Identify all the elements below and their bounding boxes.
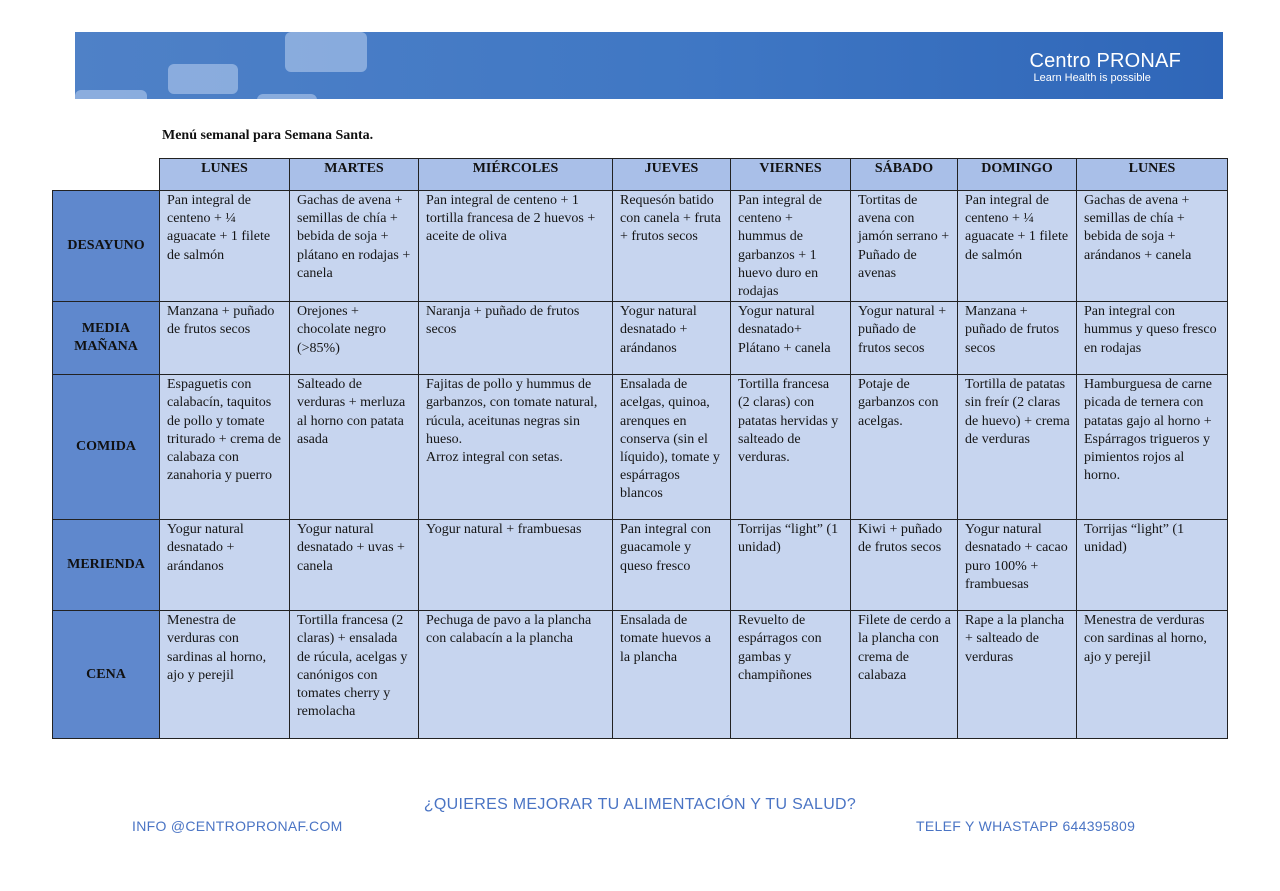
menu-cell: Pan integral de centeno + hummus de garbanzos + 1 huevo duro en rodajas bbox=[731, 191, 851, 302]
menu-cell: Ensalada de tomate huevos a la plancha bbox=[613, 611, 731, 739]
menu-cell: Menestra de verduras con sardinas al horno, ajo y perejil bbox=[1077, 611, 1228, 739]
meal-row bbox=[53, 375, 1228, 520]
menu-cell: Hamburguesa de carne picada de ternera con patatas gajo al horno + Espárragos trigueros y pimientos rojos al horno. bbox=[1077, 375, 1228, 520]
menu-cell: Filete de cerdo a la plancha con crema de calabaza bbox=[851, 611, 958, 739]
brand-tagline: Learn Health is possible bbox=[1033, 72, 1151, 84]
weekly-menu-table bbox=[52, 158, 1228, 739]
menu-cell: Pan integral de centeno + 1 tortilla francesa de 2 huevos + aceite de oliva bbox=[419, 191, 613, 302]
day-header: VIERNES bbox=[731, 159, 851, 191]
meal-label: DESAYUNO bbox=[53, 191, 160, 302]
menu-cell: Yogur natural desnatado + arándanos bbox=[160, 520, 290, 611]
decorative-shape bbox=[285, 32, 367, 72]
menu-cell: Pechuga de pavo a la plancha con calabacín a la plancha bbox=[419, 611, 613, 739]
footer-phone: TELEF Y WHASTAPP 644395809 bbox=[916, 818, 1136, 834]
menu-cell: Yogur natural + puñado de frutos secos bbox=[851, 302, 958, 375]
day-header: MARTES bbox=[290, 159, 419, 191]
menu-cell: Torrijas “light” (1 unidad) bbox=[731, 520, 851, 611]
day-header: DOMINGO bbox=[958, 159, 1077, 191]
day-header: LUNES bbox=[1077, 159, 1228, 191]
meal-row bbox=[53, 191, 1228, 302]
menu-cell: Gachas de avena + semillas de chía + bebida de soja + arándanos + canela bbox=[1077, 191, 1228, 302]
menu-cell: Tortilla francesa (2 claras) + ensalada de rúcula, acelgas y canónigos con tomates cherry y remolacha bbox=[290, 611, 419, 739]
day-header: LUNES bbox=[160, 159, 290, 191]
brand-name: Centro PRONAF bbox=[1029, 50, 1181, 72]
menu-cell: Pan integral con hummus y queso fresco en rodajas bbox=[1077, 302, 1228, 375]
header-banner bbox=[75, 32, 1223, 99]
menu-cell: Revuelto de espárragos con gambas y champiñones bbox=[731, 611, 851, 739]
footer-question: ¿QUIERES MEJORAR TU ALIMENTACIÓN Y TU SALUD? bbox=[423, 796, 857, 813]
menu-cell: Tortilla francesa (2 claras) con patatas hervidas y salteado de verduras. bbox=[731, 375, 851, 520]
meal-row bbox=[53, 520, 1228, 611]
brand-logo bbox=[1029, 50, 1181, 85]
corner-cell bbox=[53, 159, 160, 191]
menu-cell: Rape a la plancha + salteado de verduras bbox=[958, 611, 1077, 739]
menu-cell: Pan integral de centeno + ¼ aguacate + 1 filete de salmón bbox=[160, 191, 290, 302]
menu-cell: Gachas de avena + semillas de chía + bebida de soja + plátano en rodajas + canela bbox=[290, 191, 419, 302]
footer-email: INFO @CENTROPRONAF.COM bbox=[132, 818, 343, 834]
meal-label: MERIENDA bbox=[53, 520, 160, 611]
menu-cell: Pan integral con guacamole y queso fresco bbox=[613, 520, 731, 611]
day-header-row bbox=[53, 159, 1228, 191]
menu-cell: Orejones + chocolate negro (>85%) bbox=[290, 302, 419, 375]
menu-cell: Manzana + puñado de frutos secos bbox=[958, 302, 1077, 375]
menu-cell: Salteado de verduras + merluza al horno con patata asada bbox=[290, 375, 419, 520]
menu-cell: Naranja + puñado de frutos secos bbox=[419, 302, 613, 375]
menu-cell: Requesón batido con canela + fruta + frutos secos bbox=[613, 191, 731, 302]
meal-label: COMIDA bbox=[53, 375, 160, 520]
decorative-shape bbox=[257, 94, 317, 99]
menu-cell: Menestra de verduras con sardinas al horno, ajo y perejil bbox=[160, 611, 290, 739]
meal-row bbox=[53, 611, 1228, 739]
document-title: Menú semanal para Semana Santa. bbox=[162, 128, 374, 143]
menu-cell: Yogur natural desnatado + uvas + canela bbox=[290, 520, 419, 611]
menu-cell: Yogur natural desnatado + cacao puro 100% + frambuesas bbox=[958, 520, 1077, 611]
menu-cell: Yogur natural + frambuesas bbox=[419, 520, 613, 611]
meal-label: MEDIA MAÑANA bbox=[53, 302, 160, 375]
decorative-shape bbox=[168, 64, 238, 94]
menu-cell: Potaje de garbanzos con acelgas. bbox=[851, 375, 958, 520]
menu-cell: Fajitas de pollo y hummus de garbanzos, con tomate natural, rúcula, aceitunas negras sin hueso. Arroz integral con setas. bbox=[419, 375, 613, 520]
menu-cell: Espaguetis con calabacín, taquitos de pollo y tomate triturado + crema de calabaza con zanahoria y puerro bbox=[160, 375, 290, 520]
menu-cell: Pan integral de centeno + ¼ aguacate + 1 filete de salmón bbox=[958, 191, 1077, 302]
meal-row bbox=[53, 302, 1228, 375]
day-header: MIÉRCOLES bbox=[419, 159, 613, 191]
menu-cell: Kiwi + puñado de frutos secos bbox=[851, 520, 958, 611]
menu-cell: Yogur natural desnatado+ Plátano + canela bbox=[731, 302, 851, 375]
menu-cell: Tortilla de patatas sin freír (2 claras de huevo) + crema de verduras bbox=[958, 375, 1077, 520]
menu-cell: Tortitas de avena con jamón serrano + Puñado de avenas bbox=[851, 191, 958, 302]
day-header: JUEVES bbox=[613, 159, 731, 191]
menu-body bbox=[53, 191, 1228, 739]
day-header: SÁBADO bbox=[851, 159, 958, 191]
decorative-shape bbox=[75, 90, 147, 99]
menu-cell: Torrijas “light” (1 unidad) bbox=[1077, 520, 1228, 611]
menu-cell: Ensalada de acelgas, quinoa, arenques en conserva (sin el líquido), tomate y espárragos blancos bbox=[613, 375, 731, 520]
menu-cell: Yogur natural desnatado + arándanos bbox=[613, 302, 731, 375]
meal-label: CENA bbox=[53, 611, 160, 739]
menu-cell: Manzana + puñado de frutos secos bbox=[160, 302, 290, 375]
